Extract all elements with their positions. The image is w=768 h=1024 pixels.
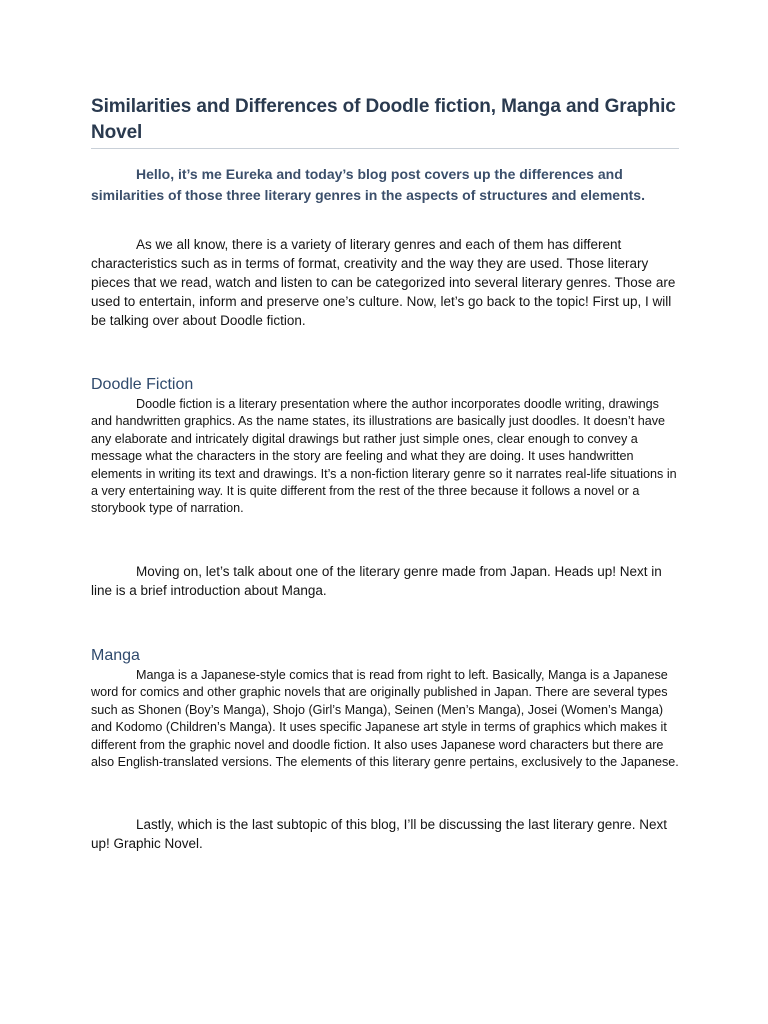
document-title: Similarities and Differences of Doodle fiction, Manga and Graphic Novel: [91, 96, 676, 143]
title-divider: [91, 148, 679, 149]
manga-transition-paragraph: Moving on, let’s talk about one of the literary genre made from Japan. Heads up! Next in line is a brief introduction about Manga.: [91, 564, 662, 598]
manga-heading: Manga: [91, 647, 140, 664]
doodle-fiction-paragraph: Doodle fiction is a literary presentation where the author incorporates doodle writing, drawings and handwritten graphics. As the name states, its illustrations are basically just doodles. It doesn’t have any elaborate and intricately digital drawings but rather just simple ones, clear enough to convey a message what the characters in the story are feeling and what they are doing. It uses handwritten elements in writing its text and drawings. It’s a non-fiction literary genre so it narrates real-life situations in a very entertaining way. It is quite different from the rest of the three because it follows a novel or a storybook type of narration.: [91, 397, 677, 516]
doodle-fiction-heading: Doodle Fiction: [91, 376, 194, 393]
opening-paragraph: As we all know, there is a variety of literary genres and each of them has different characteristics such as in terms of format, creativity and the way they are used. Those literary pieces that we read, watch and listen to can be categorized into several literary genres. Those are used to entertain, inform and preserve one’s culture. Now, let’s go back to the topic! First up, I will be talking over about Doodle fiction.: [91, 237, 676, 328]
intro-paragraph: Hello, it’s me Eureka and today’s blog post covers up the differences and similarities of those three literary genres in the aspects of structures and elements.: [91, 166, 645, 203]
manga-paragraph: Manga is a Japanese-style comics that is read from right to left. Basically, Manga is a Japanese word for comics and other graphic novels that are originally published in Japan. There are several types such as Shonen (Boy’s Manga), Shojo (Girl’s Manga), Seinen (Men’s Manga), Josei (Women’s Manga) and Kodomo (Children’s Manga). It uses specific Japanese art style in terms of graphics which makes it different from the graphic novel and doodle fiction. It also uses Japanese word characters but there are also English-translated versions. The elements of this literary genre pertains, exclusively to the Japanese.: [91, 668, 679, 770]
graphic-novel-transition-paragraph: Lastly, which is the last subtopic of this blog, I’ll be discussing the last literary genre. Next up! Graphic Novel.: [91, 817, 668, 851]
